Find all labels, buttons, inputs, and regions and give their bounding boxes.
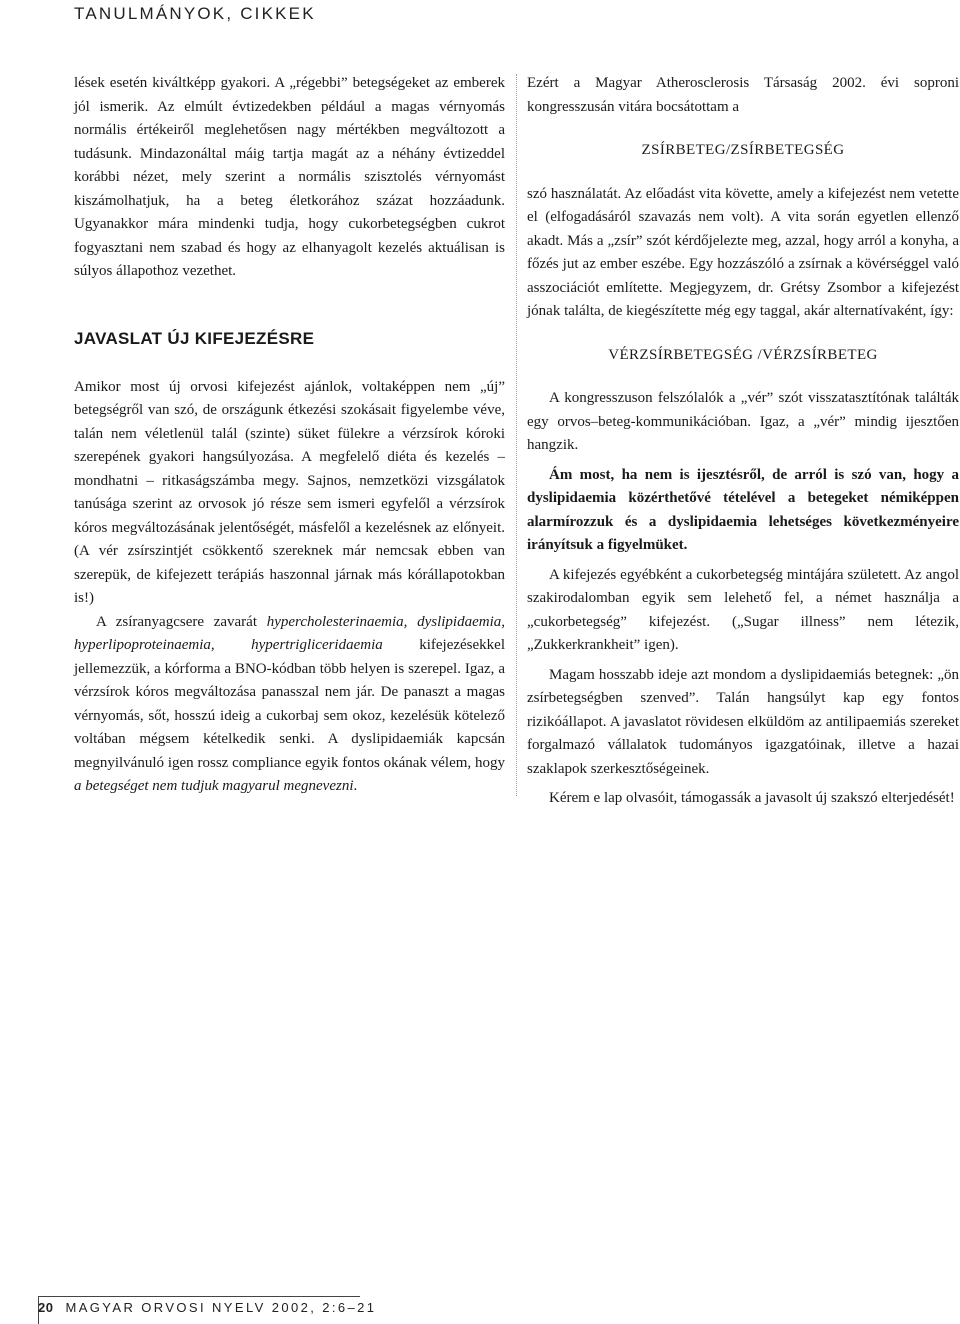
proposed-term: ZSÍRBETEG/ZSÍRBETEGSÉG — [641, 142, 845, 158]
text-run: . — [353, 778, 358, 794]
italic-terms: hypercholesterinaemia, dyslipidaemia, hyperlipoproteinaemia, hypertrigliceridaemia — [74, 613, 506, 653]
page-footer — [38, 1300, 376, 1315]
column-divider — [516, 74, 517, 796]
paragraph: szó használatát. Az előadást vita követte, amely a kifejezést nem vetette el (elfogadásáról szavazás nem volt). A vita során egyetlen ellenző akadt. Más a „zsír” szót kérdőjelezte meg, azzal, hogy arról a konyha, a főzés jut az ember eszébe. Egy hozzászóló a zsírnak a kövérséggel való asszociációt említette. Megjegyzem, dr. Grétsy Zsombor a kifejezést jónak találta, de kiegészítette még egy taggal, akár alternatívaként, így: — [527, 185, 959, 319]
journal-citation: MAGYAR ORVOSI NYELV 2002, 2:6–21 — [65, 1300, 377, 1315]
paragraph: A kongresszuson felszólalók a „vér” szót visszatasztítónak találták egy orvos–beteg-kommunikációban. Igaz, a „vér” mindig ijesztően hangzik. — [527, 390, 959, 453]
text-run: A zsíranyagcsere zavarát — [96, 613, 267, 630]
text-run: kifejezésekkel jellemezzük, a kórforma a BNO-kódban több helyen is szerepel. Igaz, a vérzsírok kóros megváltozása panasszal nem jár. De panaszt a magas vérnyomás, sőt, hosszú ideig a cukorbaj sem okoz, kezelésük kötelező voltában mégsem kételkedik senki. A dyslipidaemiák kapcsán megnyilvánuló igen rossz compliance egyik fontos okának vélem, hogy — [74, 637, 505, 771]
bold-paragraph: Ám most, ha nem is ijesztésről, de arról is szó van, hogy a dyslipidaemia közérthetővé tételével a betegeket némiképpen alarmírozzuk és a dyslipidaemia lehetséges következményeire irányítsuk a figyelmüket. — [527, 466, 959, 553]
page-number: 20 — [38, 1300, 54, 1315]
paragraph: Ezért a Magyar Atherosclerosis Társaság 2002. évi soproni kongresszusán vitára bocsátottam a — [527, 75, 959, 115]
paragraph: lések esetén kiváltképp gyakori. A „régebbi” betegségeket az emberek jól ismerik. Az elmúlt évtizedekben például a magas vérnyomás normális értékeiről meglehetősen nagy mértékben megváltozott a tudásunk. Mindazonáltal máig tartja magát az a néhány évtizeddel korábbi nézet, mely szerint a normális szisztolés vérnyomást kiszámolhatjuk, ha a beteg életkorához százat hozzáadunk. Ugyanakkor mára mindenki tudja, hogy cukorbetegségben cukrot fogyasztani nem szabad és hogy az elhanyagolt kezelés aktuálisan is súlyos állapothoz vezethet. — [74, 75, 505, 279]
paragraph: A kifejezés egyébként a cukorbetegség mintájára született. Az angol szakirodalomban egyik sem lelehető fel, a német használja a „cukorbetegség” kifejezést. („Sugar illness” nem létezik, „Zukkerkrankheit” igen). — [527, 566, 959, 653]
paragraph: Magam hosszabb ideje azt mondom a dyslipidaemiás betegnek: „ön zsírbetegségben szenved”. Talán hangsúlyt kap egy fontos rizikóállapot. A javaslatot rövidesen elküldöm az antilipaemiás szereket forgalmazó vállalatok tudományos igazgatóinak, illetve a hazai szaklapok szerkesztőségeinek. — [527, 666, 959, 777]
paragraph — [74, 611, 505, 799]
paragraph: Kérem e lap olvasóit, támogassák a javasolt új szakszó elterjedését! — [549, 790, 955, 806]
paragraph: Amikor most új orvosi kifejezést ajánlok, voltaképpen nem „új” betegségről van szó, de országunk étkezési szokásait figyelembe véve, talán nem véletlenül talál (szinte) süket fülekre a vérzsírok kóroki szerepének gyakori hangsúlyozása. A megfelelő diéta és kezelés – mondhatni – ritkaságszámba megy. Sajnos, nemzetközi vizsgálatok tanúsága szerint az orvosok jó része sem ismeri egyfelől a vérzsírok kóros megváltozásának jelentőségét, másfelől a kezelésnek az előnyeit. (A vér zsírszintjét csökkentő szereknek már nemcsak ebben van szerepük, de kifejezett terápiás haszonnal járnak más kórállapotokban is!) — [74, 378, 505, 606]
proposed-term: VÉRZSÍRBETEGSÉG /VÉRZSÍRBETEG — [608, 346, 878, 363]
left-column — [74, 72, 505, 799]
footer-rule — [38, 1296, 360, 1297]
section-heading: JAVASLAT ÚJ KIFEJEZÉSRE — [74, 328, 315, 348]
italic-phrase: a betegséget nem tudjuk magyarul megnevezni — [74, 778, 354, 794]
right-column — [527, 72, 959, 811]
section-header: TANULMÁNYOK, CIKKEK — [74, 4, 316, 23]
